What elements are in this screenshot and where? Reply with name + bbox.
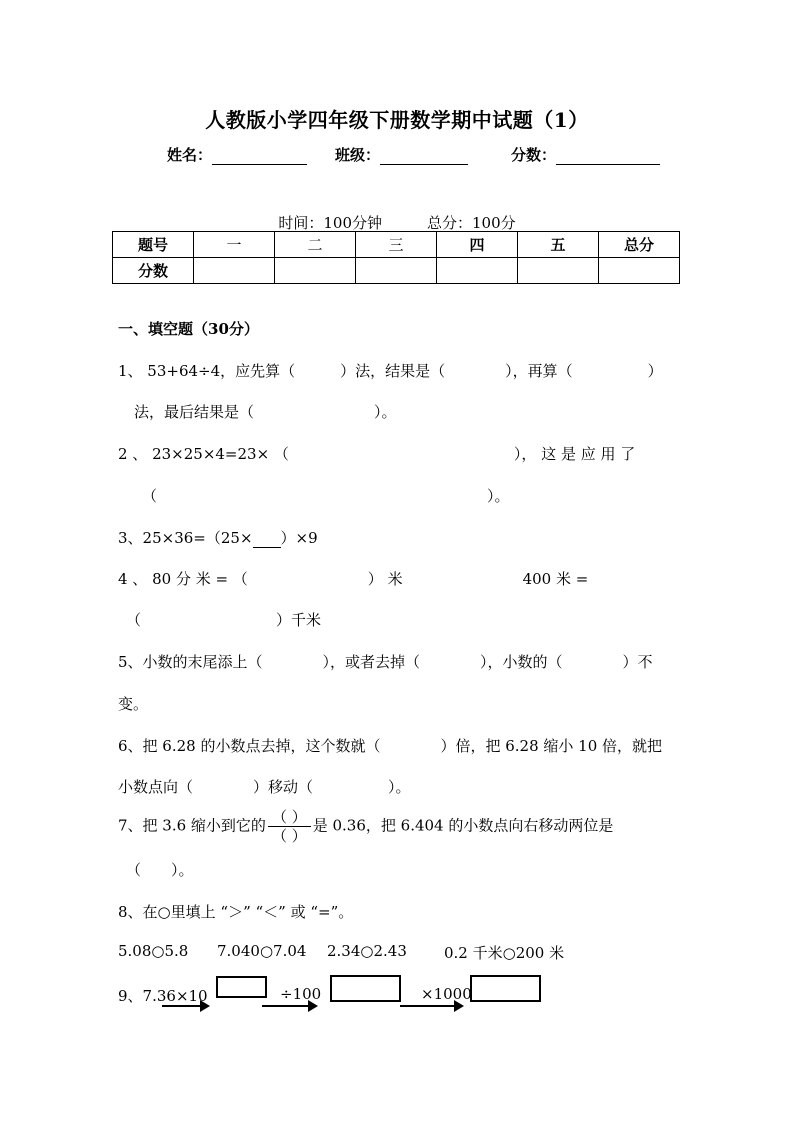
- question-5-line-1: 5、小数的末尾添上（ ），或者去掉（ ），小数的（ ）不: [118, 653, 653, 671]
- question-7-suffix: 是 0.36，把 6.404 的小数点向右移动两位是: [312, 816, 614, 835]
- table-header-cell: 二: [275, 232, 356, 258]
- name-blank[interactable]: [212, 148, 307, 165]
- question-4-line-1: 4 、 80 分 米 = （ ） 米 400 米 =: [118, 570, 589, 588]
- question-7-fraction: [268, 808, 311, 845]
- table-header-cell: 题号: [113, 232, 194, 258]
- class-field: [335, 144, 468, 165]
- arrow-icon: [262, 1005, 316, 1007]
- answer-box-1[interactable]: [216, 976, 267, 998]
- question-2-line-2: （ ）。: [142, 487, 510, 505]
- question-8: 8、在○里填上 “＞” “＜” 或 “=”。: [118, 903, 354, 921]
- question-4-line-2: （ ）千米: [126, 611, 322, 629]
- question-1-line-2: 法，最后结果是（ ）。: [134, 403, 397, 421]
- arrow-icon: [162, 1005, 208, 1007]
- question-7-line-2: （ ）。: [126, 861, 194, 879]
- question-6-line-2: 小数点向（ ）移动（ ）。: [118, 778, 411, 796]
- score-cell[interactable]: [275, 258, 356, 284]
- question-7-line-1: [118, 808, 613, 845]
- score-table-score-row: [113, 258, 680, 284]
- question-8-item: 7.040○7.04: [217, 942, 307, 960]
- score-cell[interactable]: [194, 258, 275, 284]
- time-total-line: 时间：100分钟 总分：100分: [278, 214, 516, 232]
- question-2-line-1: 2 、 23×25×4=23× （ ）， 这 是 应 用 了: [118, 445, 636, 463]
- score-blank[interactable]: [556, 148, 660, 165]
- question-8-item: 2.34○2.43: [327, 942, 407, 960]
- class-blank[interactable]: [380, 148, 468, 165]
- answer-box-3[interactable]: [470, 975, 541, 1002]
- fraction-numerator[interactable]: （ ）: [268, 808, 311, 827]
- score-cell[interactable]: [356, 258, 437, 284]
- table-header-cell: 一: [194, 232, 275, 258]
- table-header-cell: 四: [437, 232, 518, 258]
- question-8-item: 0.2 千米○200 米: [444, 944, 565, 962]
- class-label: 班级：: [335, 146, 381, 164]
- question-6-line-1: 6、把 6.28 的小数点去掉，这个数就（ ）倍，把 6.28 缩小 10 倍，就把: [118, 737, 663, 755]
- question-3: [118, 527, 318, 548]
- score-cell[interactable]: [437, 258, 518, 284]
- question-5-line-2: 变。: [118, 695, 149, 713]
- question-3-suffix: ）×9: [280, 529, 318, 547]
- score-cell[interactable]: [518, 258, 599, 284]
- question-3-blank[interactable]: [253, 533, 281, 548]
- question-9-op-divide: ÷100: [280, 985, 322, 1003]
- question-1-line-1: 1、 53+64÷4，应先算（ ）法，结果是（ ），再算（ ）: [118, 362, 663, 380]
- score-cell[interactable]: [599, 258, 680, 284]
- name-label: 姓名：: [167, 146, 213, 164]
- question-9-op-multiply: ×1000: [421, 985, 472, 1003]
- table-header-cell: 三: [356, 232, 437, 258]
- score-table: [112, 231, 680, 284]
- table-row-label: 分数: [113, 258, 194, 284]
- answer-box-2[interactable]: [330, 975, 401, 1002]
- score-table-header-row: [113, 232, 680, 258]
- table-header-cell: 五: [518, 232, 599, 258]
- question-9-prefix: 9、7.36×10: [118, 987, 208, 1005]
- question-7-prefix: 7、把 3.6 缩小到它的: [118, 816, 266, 835]
- page-title: 人教版小学四年级下册数学期中试题（1）: [205, 108, 589, 132]
- arrow-icon: [400, 1005, 462, 1007]
- question-8-item: 5.08○5.8: [118, 942, 189, 960]
- table-header-cell: 总分: [599, 232, 680, 258]
- score-field: [511, 144, 660, 165]
- score-label: 分数：: [511, 146, 557, 164]
- name-field: [167, 144, 307, 165]
- fraction-denominator[interactable]: （ ）: [271, 827, 307, 845]
- section-heading-fill-blank: 一、填空题（30分）: [118, 320, 259, 338]
- question-3-prefix: 3、25×36=（25×: [118, 529, 253, 547]
